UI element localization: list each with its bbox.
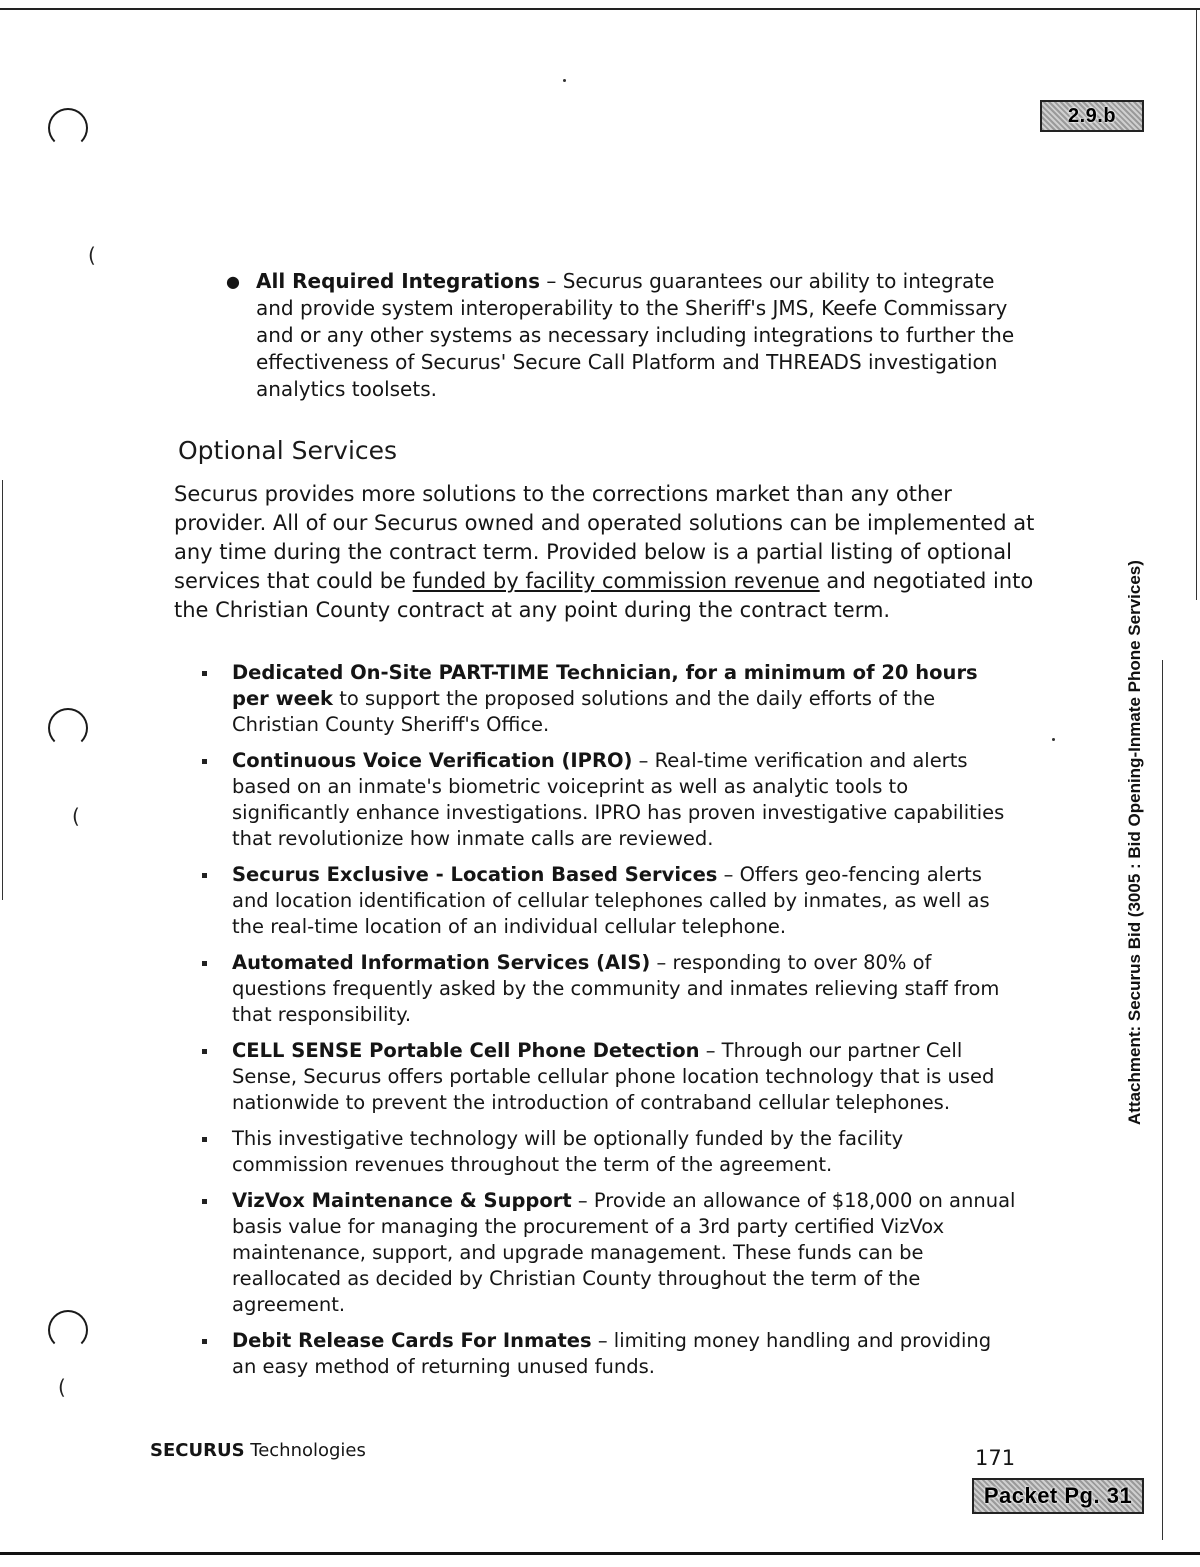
item-text: – Real-time verification and alerts based on an inmate's biometric voiceprint as well as analytic tools to significantly enhance investigations. IPRO has proven investigative capabilities that revolutionize how inmate calls are reviewed. bbox=[232, 749, 1005, 850]
scan-dot bbox=[563, 79, 566, 82]
item-label: Dedicated On-Site PART-TIME Technician, for a minimum of 20 hours per week bbox=[232, 661, 978, 710]
item-label: VizVox Maintenance & Support bbox=[232, 1189, 572, 1212]
intro-text: Securus provides more solutions to the corrections market than any other provider. All of our Securus owned and operated solutions can be implemented at any time during the contract term. Provided below is a partial listing of optional services that could be bbox=[174, 482, 1035, 593]
packet-page-stamp: Packet Pg. 31 bbox=[972, 1478, 1144, 1514]
scan-mark: ( bbox=[58, 1375, 66, 1399]
integrations-label: All Required Integrations bbox=[256, 269, 541, 293]
list-item bbox=[200, 660, 1020, 738]
square-bullet-icon bbox=[202, 1199, 207, 1204]
footer-brand bbox=[150, 1440, 366, 1461]
square-bullet-icon bbox=[202, 961, 207, 966]
punch-hole-bottom bbox=[48, 1310, 88, 1350]
item-text: – Offers geo-fencing alerts and location identification of cellular telephones called by inmates, as well as the real-time location of an individual cellular telephone. bbox=[232, 863, 990, 938]
scan-mark: ( bbox=[88, 243, 96, 267]
list-item bbox=[200, 1126, 1020, 1178]
right-edge-line bbox=[1196, 10, 1197, 600]
list-item bbox=[200, 862, 1020, 940]
top-rule bbox=[0, 8, 1200, 10]
square-bullet-icon bbox=[202, 873, 207, 878]
item-label: Continuous Voice Verification (IPRO) bbox=[232, 749, 633, 772]
attachment-side-label: Attachment: Securus Bid (3005 : Bid Opening-Inmate Phone Services) bbox=[1125, 560, 1144, 1125]
margin-line bbox=[1162, 660, 1163, 1540]
integrations-bullet bbox=[226, 268, 1026, 403]
item-label: Automated Information Services (AIS) bbox=[232, 951, 651, 974]
square-bullet-icon bbox=[202, 671, 207, 676]
agenda-item-stamp: 2.9.b bbox=[1040, 100, 1144, 132]
optional-services-list bbox=[200, 660, 1020, 1390]
scan-dot bbox=[1052, 738, 1055, 741]
item-text: – responding to over 80% of questions frequently asked by the community and inmates relieving staff from that responsibility. bbox=[232, 951, 1000, 1026]
page-number: 171 bbox=[975, 1446, 1016, 1470]
punch-hole-top bbox=[48, 108, 88, 148]
square-bullet-icon bbox=[202, 1049, 207, 1054]
item-label: Securus Exclusive - Location Based Services bbox=[232, 863, 718, 886]
brand-suffix: Technologies bbox=[244, 1440, 366, 1461]
left-edge-line bbox=[2, 480, 3, 900]
item-text: – Provide an allowance of $18,000 on annual basis value for managing the procurement of a 3rd party certified VizVox maintenance, support, and upgrade management. These funds can be reallocated as decided by Christian County throughout the term of the agreement. bbox=[232, 1189, 1016, 1316]
item-label: Debit Release Cards For Inmates bbox=[232, 1329, 592, 1352]
list-item bbox=[200, 950, 1020, 1028]
round-bullet-icon: ● bbox=[226, 272, 240, 291]
intro-text-end: and negotiated into the Christian County contract at any point during the contract term. bbox=[174, 569, 1034, 622]
item-label: CELL SENSE Portable Cell Phone Detection bbox=[232, 1039, 700, 1062]
intro-underlined-text: funded by facility commission revenue bbox=[412, 569, 820, 593]
list-item bbox=[200, 1188, 1020, 1318]
list-item bbox=[200, 1038, 1020, 1116]
list-item bbox=[200, 1328, 1020, 1380]
punch-hole-middle bbox=[48, 708, 88, 748]
list-item bbox=[200, 748, 1020, 852]
integrations-text: – Securus guarantees our ability to integrate and provide system interoperability to the Sheriff's JMS, Keefe Commissary and or any other systems as necessary including integrations to further the effectiveness of Securus' Secure Call Platform and THREADS investigation analytics toolsets. bbox=[256, 269, 1015, 401]
intro-paragraph bbox=[174, 480, 1044, 625]
brand-name: SECURUS bbox=[150, 1440, 245, 1461]
section-heading: Optional Services bbox=[178, 436, 398, 465]
item-text: – Through our partner Cell Sense, Securus offers portable cellular phone location technology that is used nationwide to prevent the introduction of contraband cellular telephones. bbox=[232, 1039, 995, 1114]
square-bullet-icon bbox=[202, 1339, 207, 1344]
bottom-rule bbox=[0, 1552, 1200, 1555]
item-text: – limiting money handling and providing an easy method of returning unused funds. bbox=[232, 1329, 992, 1378]
integrations-section bbox=[226, 268, 1026, 403]
item-text: to support the proposed solutions and the daily efforts of the Christian County Sheriff's Office. bbox=[232, 687, 936, 736]
scan-mark: ( bbox=[72, 804, 80, 828]
item-text: This investigative technology will be optionally funded by the facility commission revenues throughout the term of the agreement. bbox=[232, 1127, 904, 1176]
square-bullet-icon bbox=[202, 1137, 207, 1142]
square-bullet-icon bbox=[202, 759, 207, 764]
